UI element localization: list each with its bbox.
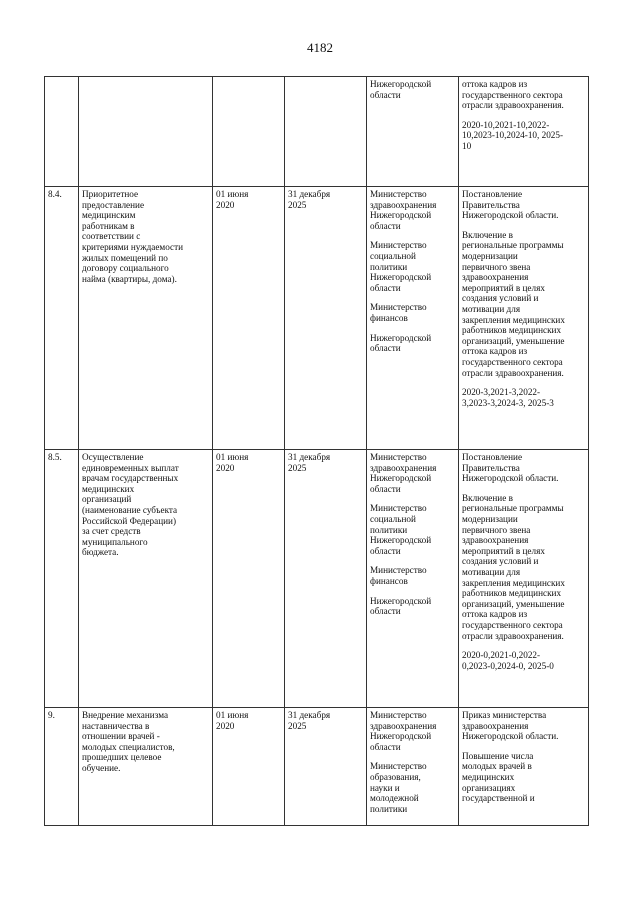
result-text: 2020-0,2021-0,2022- 0,2023-0,2024-0, 2025-0: [462, 650, 554, 671]
result-text: Включение в региональные программы модернизации первичного звена здравоохранения мероприятий в целях создания условий и мотивации для закрепления медицинских работников медицинских организаций, уменьшение оттока кадров из государственного сектора отрасли здравоохранения.: [462, 229, 565, 378]
result-text: Повышение числа молодых врачей в медицинских организациях государственной и: [462, 750, 535, 804]
end-date-cell: [285, 77, 367, 187]
start-date-cell: [213, 77, 285, 187]
measures-table: [44, 76, 589, 826]
result-cell: [459, 708, 589, 826]
measure-name-cell: [79, 187, 213, 450]
row-number-cell: [45, 77, 79, 187]
table-row: [45, 708, 589, 826]
row-number-cell: [45, 450, 79, 708]
executor-text: Нижегородской области: [370, 332, 432, 354]
executor-text: Министерство финансов: [370, 302, 427, 323]
result-text: Приказ министерства здравоохранения Нижегородской области.: [462, 710, 559, 742]
result-cell: [459, 450, 589, 708]
measure-name-text: Осуществление единовременных выплат врачам государственных медицинских организаций (наименование субъекта Российской Федерации) за счет средств муниципального бюджета.: [82, 452, 179, 558]
row-number-text: 8.4.: [48, 189, 62, 199]
measure-name-cell: [79, 450, 213, 708]
start-date-text: 01 июня 2020: [216, 452, 249, 473]
executor-text: Нижегородской области: [370, 79, 432, 100]
result-text: 2020-10,2021-10,2022- 10,2023-10,2024-10, 2025- 10: [462, 119, 564, 151]
result-text: Включение в региональные программы модернизации первичного звена здравоохранения мероприятий в целях создания условий и мотивации для закрепления медицинских работников медицинских организаций, уменьшение оттока кадров из государственного сектора отрасли здравоохранения.: [462, 492, 565, 641]
start-date-text: 01 июня 2020: [216, 189, 249, 210]
executors-cell: [367, 187, 459, 450]
start-date-cell: [213, 708, 285, 826]
measure-name-cell: [79, 708, 213, 826]
row-number-cell: [45, 708, 79, 826]
result-text: Постановление Правительства Нижегородской области.: [462, 189, 559, 221]
executors-cell: [367, 450, 459, 708]
executor-text: Министерство образования, науки и молодежной политики: [370, 761, 427, 814]
table-row: [45, 450, 589, 708]
start-date-cell: [213, 450, 285, 708]
executor-text: Нижегородской области: [370, 595, 432, 617]
end-date-cell: [285, 708, 367, 826]
row-number-text: 8.5.: [48, 452, 62, 462]
result-cell: [459, 77, 589, 187]
executors-cell: [367, 77, 459, 187]
result-text: оттока кадров из государственного сектора отрасли здравоохранения.: [462, 79, 564, 111]
result-cell: [459, 187, 589, 450]
end-date-cell: [285, 450, 367, 708]
end-date-text: 31 декабря 2025: [288, 189, 331, 210]
executor-text: Министерство социальной политики Нижегородской области: [370, 240, 432, 293]
end-date-cell: [285, 187, 367, 450]
table-row: [45, 77, 589, 187]
measure-name-text: Внедрение механизма наставничества в отношении врачей - молодых специалистов, прошедших целевое обучение.: [82, 710, 175, 773]
measure-name-cell: [79, 77, 213, 187]
row-number-text: 9.: [48, 710, 55, 720]
result-text: Постановление Правительства Нижегородской области.: [462, 452, 559, 484]
executor-text: Министерство здравоохранения Нижегородской области: [370, 189, 437, 231]
start-date-text: 01 июня 2020: [216, 710, 249, 731]
page-number: 4182: [307, 40, 333, 55]
executor-text: Министерство социальной политики Нижегородской области: [370, 503, 432, 556]
executor-text: Министерство здравоохранения Нижегородской области: [370, 710, 437, 752]
end-date-text: 31 декабря 2025: [288, 710, 331, 731]
executor-text: Министерство финансов: [370, 565, 427, 586]
start-date-cell: [213, 187, 285, 450]
measure-name-text: Приоритетное предоставление медицинским работникам в соответствии с критериями нуждаемости жилых помещений по договору социального найма (квартиры, дома).: [82, 189, 184, 284]
result-text: 2020-3,2021-3,2022- 3,2023-3,2024-3, 2025-3: [462, 387, 554, 408]
end-date-text: 31 декабря 2025: [288, 452, 331, 473]
executor-text: Министерство здравоохранения Нижегородской области: [370, 452, 437, 494]
table-row: [45, 187, 589, 450]
row-number-cell: [45, 187, 79, 450]
executors-cell: [367, 708, 459, 826]
